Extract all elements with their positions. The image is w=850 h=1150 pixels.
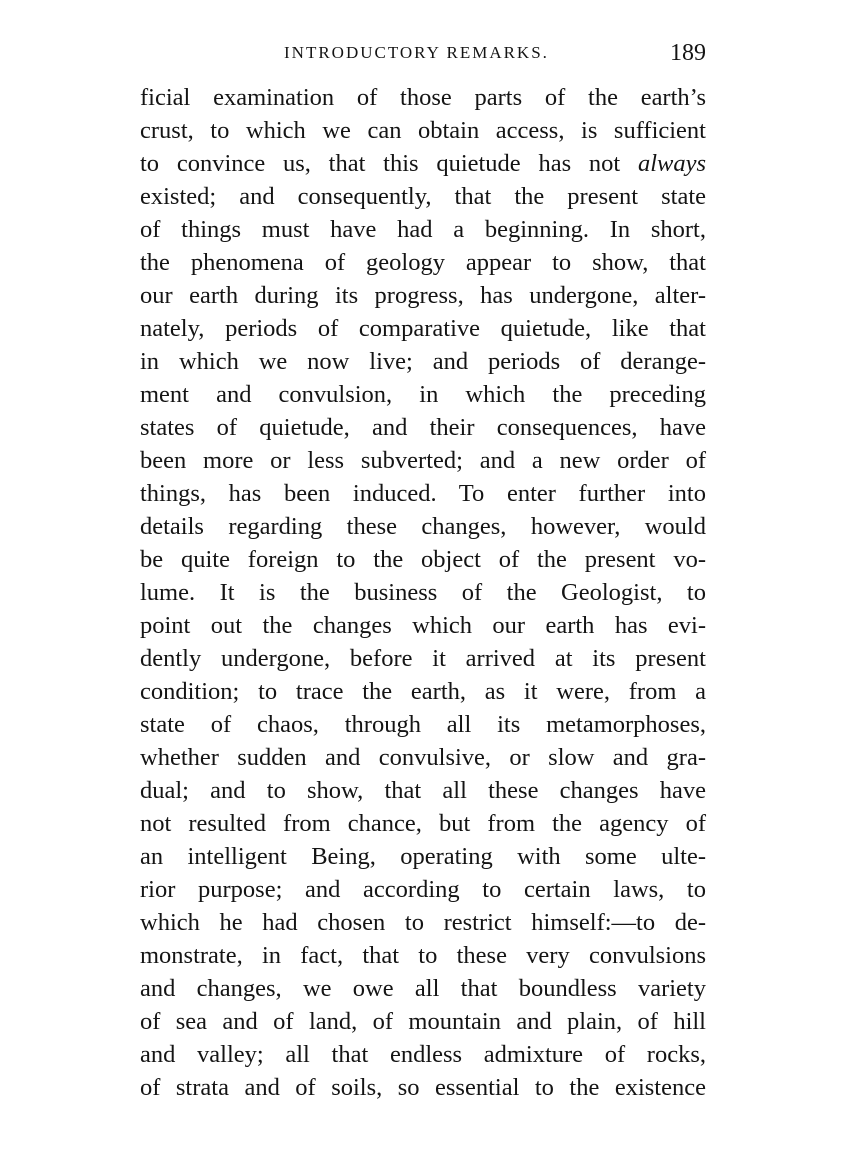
text-line: ficial examination of those parts of the earth’s [140, 84, 706, 111]
text-line: dently undergone, before it arrived at its present [140, 645, 706, 672]
text-line: the phenomena of geology appear to show, that [140, 249, 706, 276]
text-line: nately, periods of comparative quietude, like that [140, 315, 706, 342]
text-line: details regarding these changes, however, would [140, 513, 706, 540]
text-line: monstrate, in fact, that to these very convulsions [140, 942, 706, 969]
italic-word: always [637, 150, 706, 177]
text-line: lume. It is the business of the Geologist, to [140, 579, 706, 606]
text-line: and changes, we owe all that boundless variety [140, 975, 706, 1002]
running-head-title: INTRODUCTORY REMARKS. [284, 43, 549, 62]
text-line: of sea and of land, of mountain and plain, of hill [140, 1008, 706, 1035]
text-line: an intelligent Being, operating with some ulte- [140, 843, 706, 870]
running-head [140, 38, 706, 68]
text-line: which he had chosen to restrict himself:—to de- [140, 909, 706, 936]
text-line: ment and convulsion, in which the preceding [140, 381, 706, 408]
text-line: state of chaos, through all its metamorphoses, [140, 711, 706, 738]
text-line: whether sudden and convulsive, or slow and gra- [140, 744, 706, 771]
text-line: dual; and to show, that all these changes have [140, 777, 706, 804]
text-line: of strata and of soils, so essential to the existence [140, 1074, 706, 1101]
text-line: of things must have had a beginning. In short, [140, 216, 706, 243]
text-line-with-italic [140, 147, 706, 180]
text-line: point out the changes which our earth has evi- [140, 612, 706, 639]
text-line: not resulted from chance, but from the agency of [140, 810, 706, 837]
text-line: states of quietude, and their consequences, have [140, 414, 706, 441]
text-line: rior purpose; and according to certain laws, to [140, 876, 706, 903]
text-line: crust, to which we can obtain access, is sufficient [140, 117, 706, 144]
body-text [140, 81, 706, 1104]
text-line: and valley; all that endless admixture of rocks, [140, 1041, 706, 1068]
text-segment: to convince us, that this quietude has not [140, 150, 638, 177]
text-line: condition; to trace the earth, as it were, from a [140, 678, 706, 705]
text-line: existed; and consequently, that the present state [140, 183, 706, 210]
page-number: 189 [670, 40, 706, 66]
text-line: our earth during its progress, has undergone, alter- [140, 282, 706, 309]
text-line: things, has been induced. To enter further into [140, 480, 706, 507]
text-line: been more or less subverted; and a new order of [140, 447, 706, 474]
text-line: be quite foreign to the object of the present vo- [140, 546, 706, 573]
text-line: in which we now live; and periods of derange- [140, 348, 706, 375]
